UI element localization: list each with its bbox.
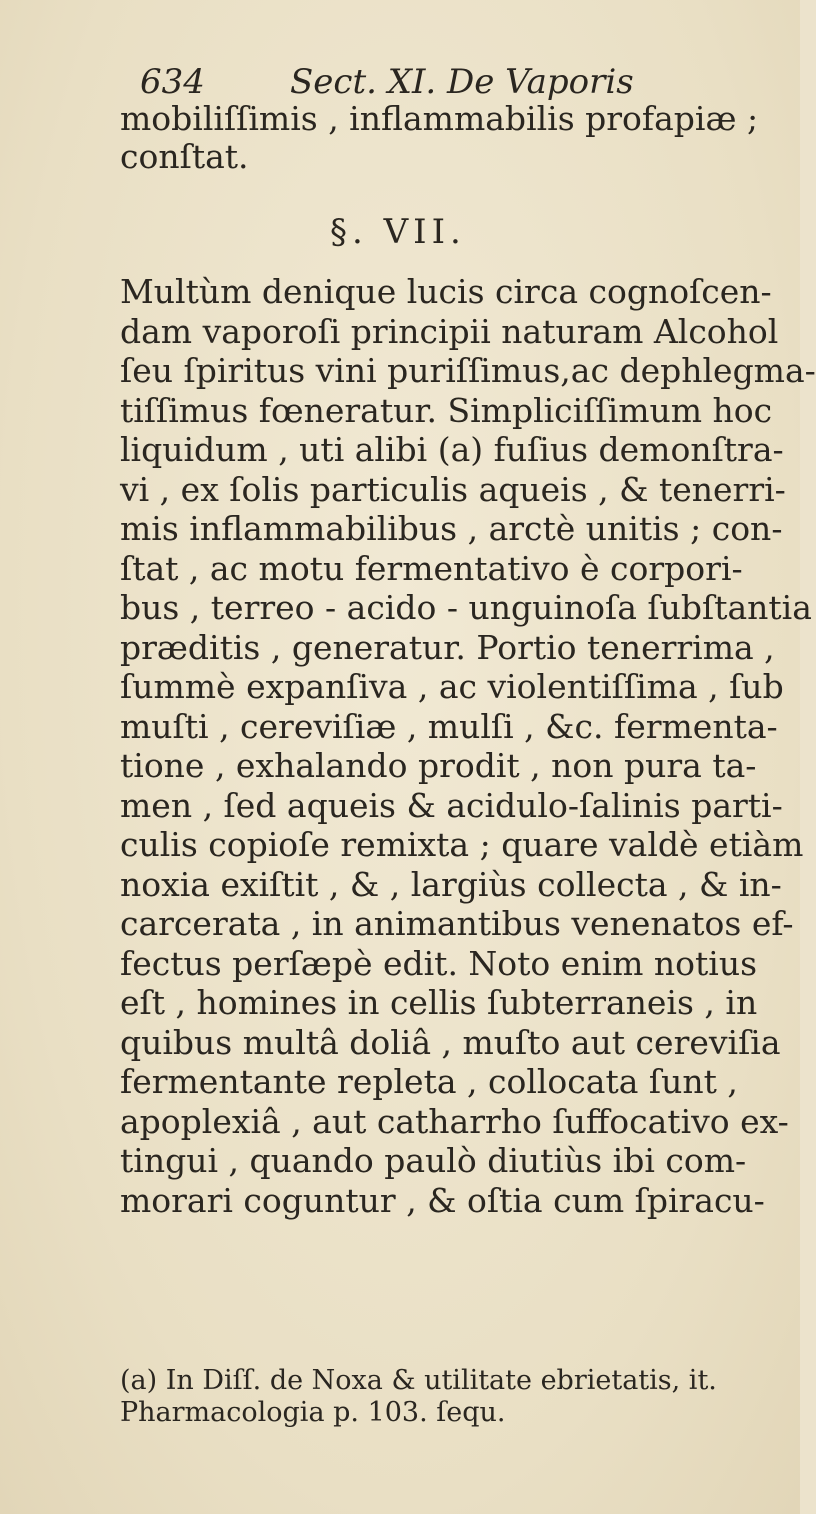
text-line: noxia exiſtit , & , largiùs collecta , & in-	[120, 864, 782, 904]
text-line: apoplexiâ , aut catharrho ſuffocativo ex-	[120, 1101, 789, 1141]
footnote-line: (a) In Diſſ. de Noxa & utilitate ebrietatis, it.	[120, 1365, 717, 1396]
continued-text	[120, 99, 759, 176]
text-line: culis copioſe remixta ; quare valdè etiàm	[120, 825, 804, 864]
text-line: dam vaporoſi principii naturam Alcohol	[120, 311, 779, 351]
text-line: mobiliſſimis , inflammabilis profapiæ ;	[120, 99, 759, 138]
text-line: quibus multâ doliâ , muſto aut cereviſia	[120, 1022, 781, 1062]
footnote-line: Pharmacologia p. 103. ſequ.	[120, 1397, 506, 1428]
text-line: morari coguntur , & oſtia cum ſpiracu-	[120, 1180, 765, 1220]
page-header	[140, 62, 660, 102]
text-line: conſtat.	[120, 137, 249, 176]
text-line: vi , ex ſolis particulis aqueis , & tenerri-	[120, 469, 786, 509]
text-line: muſti , cereviſiæ , mulſi , &c. fermenta-	[120, 706, 778, 746]
section-heading: §. VII.	[330, 212, 466, 252]
text-line: mis inflammabilibus , arctè unitis ; con-	[120, 509, 783, 548]
text-line: fectus perſæpè edit. Noto enim notius	[120, 943, 758, 983]
text-line: ſtat , ac motu fermentativo è corpori-	[120, 548, 743, 588]
text-line: liquidum , uti alibi (a) fuſius demonſtra-	[120, 430, 784, 469]
text-line: men , ſed aqueis & acidulo-ſalinis parti-	[120, 785, 783, 825]
text-line: Multùm denique lucis circa cognoſcen-	[120, 272, 772, 311]
main-paragraph	[120, 272, 816, 1220]
text-line: ſeu ſpiritus vini puriſſimus,ac dephlegma-	[120, 351, 816, 390]
running-title: Sect. XI. De Vaporis	[290, 62, 634, 102]
text-line: præditis , generatur. Portio tenerrima ,	[120, 627, 775, 667]
text-line: bus , terreo - acido - unguinoſa ſubſtantia	[120, 588, 812, 627]
text-line: carcerata , in animantibus venenatos ef-	[120, 904, 794, 943]
text-line: fermentante repleta , collocata ſunt ,	[120, 1062, 738, 1101]
page-number: 634	[140, 62, 205, 102]
text-line: tingui , quando paulò diutiùs ibi com-	[120, 1141, 747, 1180]
text-line: ſummè expanſiva , ac violentiſſima , ſub	[120, 667, 784, 706]
text-line: tiſſimus fœneratur. Simpliciſſimum hoc	[120, 390, 773, 430]
footnote	[120, 1365, 717, 1429]
text-line: eſt , homines in cellis ſubterraneis , in	[120, 983, 758, 1022]
text-line: tione , exhalando prodit , non pura ta-	[120, 746, 757, 785]
